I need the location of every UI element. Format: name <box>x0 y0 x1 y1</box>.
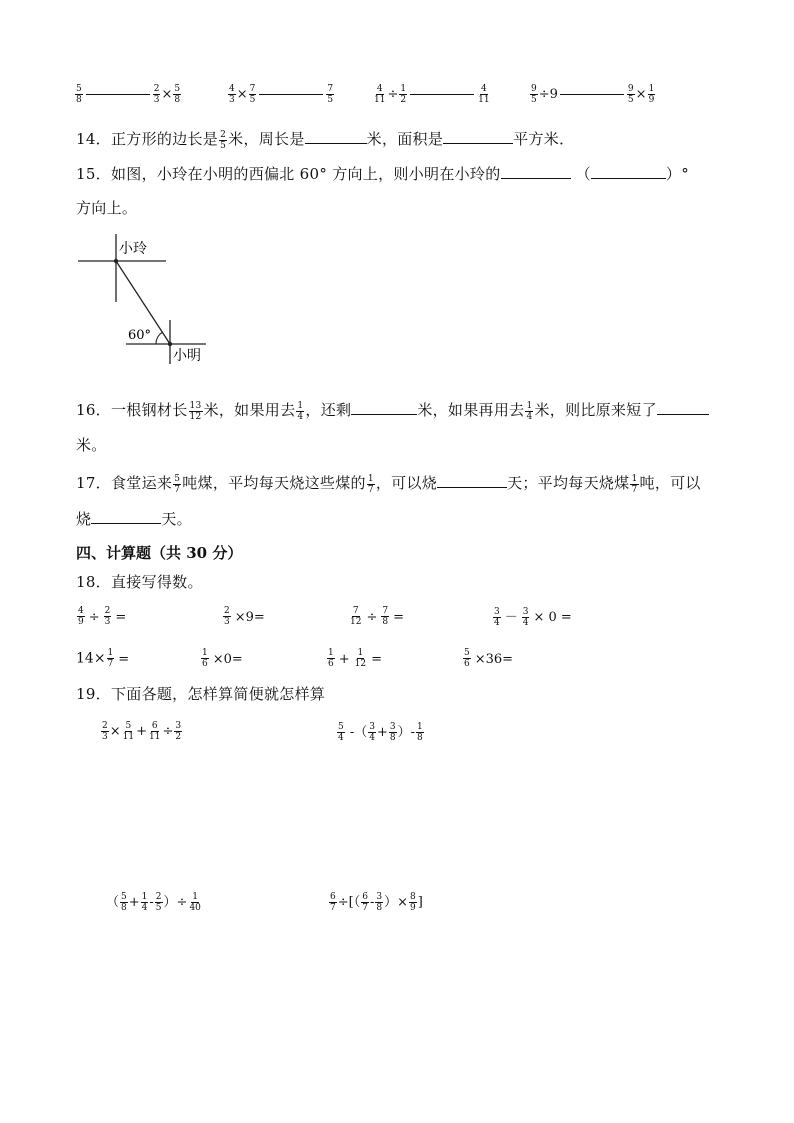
answer-blank[interactable] <box>351 400 417 415</box>
fraction: $\frac{5}{8}$ <box>76 84 82 105</box>
answer-blank[interactable] <box>437 473 507 488</box>
fraction: $\frac{2}{5}$ <box>220 129 227 151</box>
fraction: $\frac{6}{7}$ <box>330 892 336 913</box>
fraction: $\frac{1}{40}$ <box>189 892 201 913</box>
fraction: $\frac{3}{4}$ <box>522 606 529 628</box>
expression-4: $\frac{6}{7}$ ÷[（ $\frac{6}{7}$ - $\frac{3}{8}$ ）× $\frac{8}{9}$ ] <box>330 892 423 913</box>
question-17: 17．食堂运来 $\frac{5}{7}$ 吨煤，平均每天烧这些煤的 $\frac{1}{7}$ ，可以烧 天；平均每天烧煤 $\frac{1}{7}$ 吨，可以 <box>76 473 701 495</box>
fraction: $\frac{3}{8}$ <box>376 892 383 913</box>
calc-item: $\frac{2}{3}$ ×9= <box>224 606 265 627</box>
calc-item: $\frac{4}{9}$ ÷ $\frac{2}{3}$ = <box>78 606 127 627</box>
fraction: $\frac{13}{12}$ <box>189 400 202 422</box>
fraction: $\frac{5}{8}$ <box>121 892 127 913</box>
compare-item-3: $\frac{4}{11}$ ÷ $\frac{1}{2}$ $\frac{4}{11}$ <box>374 84 490 105</box>
compare-item-4: $\frac{9}{5}$ ÷9 $\frac{9}{5}$ × $\frac{1}{9}$ <box>531 84 655 105</box>
section-heading: 四、计算题（共 30 分） <box>76 544 243 562</box>
fraction: $\frac{9}{5}$ <box>627 84 634 105</box>
fraction: $\frac{1}{6}$ <box>328 648 334 669</box>
question-16: 16．一根钢材长 $\frac{13}{12}$ 米，如果用去 $\frac{1}{4}$ ，还剩 米，如果再用去 $\frac{1}{4}$ 米，则比原来短了 <box>76 400 709 422</box>
answer-blank[interactable] <box>560 94 624 95</box>
answer-blank[interactable] <box>501 164 571 179</box>
calc-item: $\frac{7}{12}$ ÷ $\frac{7}{8}$ = <box>350 606 404 627</box>
fraction: $\frac{3}{8}$ <box>389 722 396 743</box>
question-14: 14．正方形的边长是 $\frac{2}{5}$ 米，周长是 米，面积是 平方米． <box>76 129 575 151</box>
fraction: $\frac{1}{4}$ <box>526 400 533 422</box>
fraction: $\frac{1}{4}$ <box>141 892 148 913</box>
fraction: $\frac{1}{8}$ <box>417 722 423 743</box>
fraction: $\frac{5}{8}$ <box>174 84 181 105</box>
fraction: $\frac{1}{7}$ <box>107 648 114 669</box>
answer-blank[interactable] <box>591 164 666 179</box>
fraction: $\frac{5}{7}$ <box>174 473 181 495</box>
question-15-cont: 方向上。 <box>76 199 138 217</box>
answer-blank[interactable] <box>91 509 161 524</box>
fraction: $\frac{4}{9}$ <box>78 606 84 627</box>
fraction: $\frac{3}{4}$ <box>494 606 500 628</box>
label-xiaoming: 小明 <box>173 348 201 364</box>
fraction: $\frac{9}{5}$ <box>531 84 537 105</box>
fraction: $\frac{3}{4}$ <box>369 722 375 743</box>
fraction: $\frac{5}{6}$ <box>464 648 470 669</box>
fraction: $\frac{1}{9}$ <box>648 84 655 105</box>
fraction: $\frac{2}{3}$ <box>224 606 230 627</box>
answer-blank[interactable] <box>305 129 367 144</box>
fraction: $\frac{1}{7}$ <box>367 473 374 495</box>
fraction: $\frac{2}{5}$ <box>155 892 162 913</box>
fraction: $\frac{5}{4}$ <box>338 722 344 743</box>
fraction: $\frac{4}{3}$ <box>229 84 235 105</box>
calc-item: $\frac{1}{6}$ + $\frac{1}{12}$ = <box>328 648 382 669</box>
question-19-title: 19．下面各题，怎样算简便就怎样算 <box>76 685 326 703</box>
question-17-cont: 烧 天。 <box>76 510 192 528</box>
label-xiaoling: 小玲 <box>119 241 147 257</box>
fraction: $\frac{1}{7}$ <box>631 473 638 495</box>
direction-figure <box>76 232 216 372</box>
fraction: $\frac{1}{6}$ <box>202 648 208 669</box>
question-18-title: 18．直接写得数。 <box>76 573 203 591</box>
fraction: $\frac{4}{11}$ <box>374 84 386 105</box>
compare-item-2: $\frac{4}{3}$ × $\frac{7}{5}$ $\frac{7}{5}$ <box>229 84 334 105</box>
fraction: $\frac{7}{8}$ <box>382 606 389 627</box>
answer-blank[interactable] <box>443 129 513 144</box>
angle-label: 60° <box>128 328 152 343</box>
calc-item: 14× $\frac{1}{7}$ = <box>76 648 130 669</box>
fraction: $\frac{8}{9}$ <box>409 892 416 913</box>
fraction: $\frac{3}{2}$ <box>175 721 182 742</box>
fraction: $\frac{1}{2}$ <box>400 84 407 105</box>
calc-item: $\frac{5}{6}$ ×36= <box>464 648 514 669</box>
question-15: 15．如图，小玲在小明的西偏北 60° 方向上，则小明在小玲的 （ ）° <box>76 165 690 183</box>
fraction: $\frac{2}{3}$ <box>153 84 160 105</box>
answer-blank[interactable] <box>259 94 323 95</box>
fraction: $\frac{7}{5}$ <box>327 84 334 105</box>
calc-item: $\frac{3}{4}$ － $\frac{3}{4}$ × 0 = <box>494 606 572 628</box>
fraction: $\frac{6}{11}$ <box>149 721 161 742</box>
answer-blank[interactable] <box>657 400 709 415</box>
fraction: $\frac{4}{11}$ <box>478 84 490 105</box>
fraction: $\frac{1}{12}$ <box>354 648 367 669</box>
expression-2: $\frac{5}{4}$ -（ $\frac{3}{4}$ + $\frac{3}{8}$ ）- $\frac{1}{8}$ <box>338 722 423 743</box>
fraction: $\frac{6}{7}$ <box>362 892 368 913</box>
expression-1: $\frac{2}{3}$ × $\frac{5}{11}$ + $\frac{6}{11}$ ÷ $\frac{3}{2}$ <box>102 721 182 742</box>
fraction: $\frac{2}{3}$ <box>104 606 111 627</box>
compare-item-1: $\frac{5}{8}$ $\frac{2}{3}$ × $\frac{5}{8}$ <box>76 84 181 105</box>
fraction: $\frac{2}{3}$ <box>102 721 108 742</box>
answer-blank[interactable] <box>410 94 474 95</box>
compare-row <box>74 84 182 105</box>
expression-3: （ $\frac{5}{8}$ + $\frac{1}{4}$ - $\frac{2}{5}$ ）÷ $\frac{1}{40}$ <box>106 892 201 913</box>
fraction: $\frac{7}{12}$ <box>350 606 362 627</box>
answer-blank[interactable] <box>86 94 150 95</box>
fraction: $\frac{5}{11}$ <box>122 721 135 742</box>
fraction: $\frac{1}{4}$ <box>297 400 304 422</box>
calc-item: $\frac{1}{6}$ ×0= <box>202 648 243 669</box>
fraction: $\frac{7}{5}$ <box>249 84 256 105</box>
question-16-cont: 米。 <box>76 436 107 454</box>
